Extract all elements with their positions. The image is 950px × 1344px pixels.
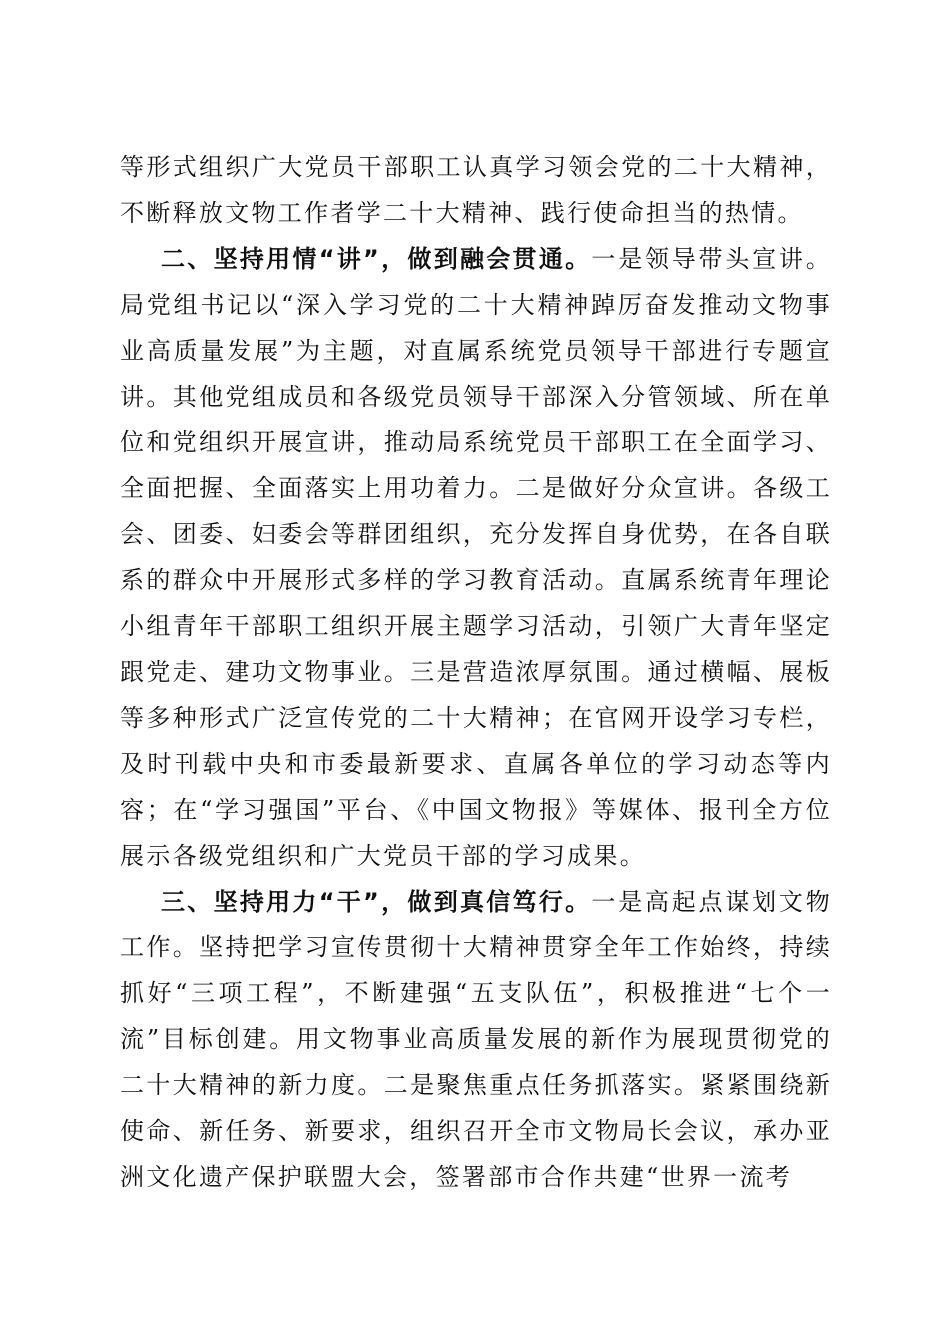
paragraph-text: 一是领导带头宣讲。局党组书记以“深入学习党的二十大精神踔厉奋发推动文物事业高质量发展”为主题，对直属系统党员领导干部进行专题宣讲。其他党组成员和各级党员领导干部深入分管领域、所在单位和党组织开展宣讲，推动局系统党员干部职工在全面学习、全面把握、全面落实上用功着力。二是做好分众宣讲。各级工会、团委、妇委会等群团组织，充分发挥自身优势，在各自联系的群众中开展形式多样的学习教育活动。直属系统青年理论小组青年干部职工组织开展主题学习活动，引领广大青年坚定跟党走、建功文物事业。三是营造浓厚氛围。通过横幅、展板等多种形式广泛宣传党的二十大精神；在官网开设学习专栏，及时刊载中央和市委最新要求、直属各单位的学习动态等内容；在“学习强国”平台、《中国文物报》等媒体、报刊全方位展示各级党组织和广大党员干部的学习成果。	[120, 244, 832, 870]
section-heading-three: 三、坚持用力“干”，做到真信笃行。	[161, 887, 592, 916]
paragraph-text: 等形式组织广大党员干部职工认真学习领会党的二十大精神，不断释放文物工作者学二十大精神、践行使命担当的热情。	[120, 153, 832, 227]
paragraph-continuation	[120, 145, 832, 237]
paragraph-section-two	[120, 237, 832, 880]
paragraph-text: 一是高起点谋划文物工作。坚持把学习宣传贯彻十大精神贯穿全年工作始终，持续抓好“三项工程”，不断建强“五支队伍”，积极推进“七个一流”目标创建。用文物事业高质量发展的新作为展现贯彻党的二十大精神的新力度。二是聚焦重点任务抓落实。紧紧围绕新使命、新任务、新要求，组织召开全市文物局长会议，承办亚洲文化遗产保护联盟大会，签署部市合作共建“世界一流考	[120, 887, 832, 1191]
paragraph-section-three	[120, 880, 832, 1201]
document-body	[120, 145, 832, 1201]
section-heading-two: 二、坚持用情“讲”，做到融会贯通。	[161, 244, 592, 273]
